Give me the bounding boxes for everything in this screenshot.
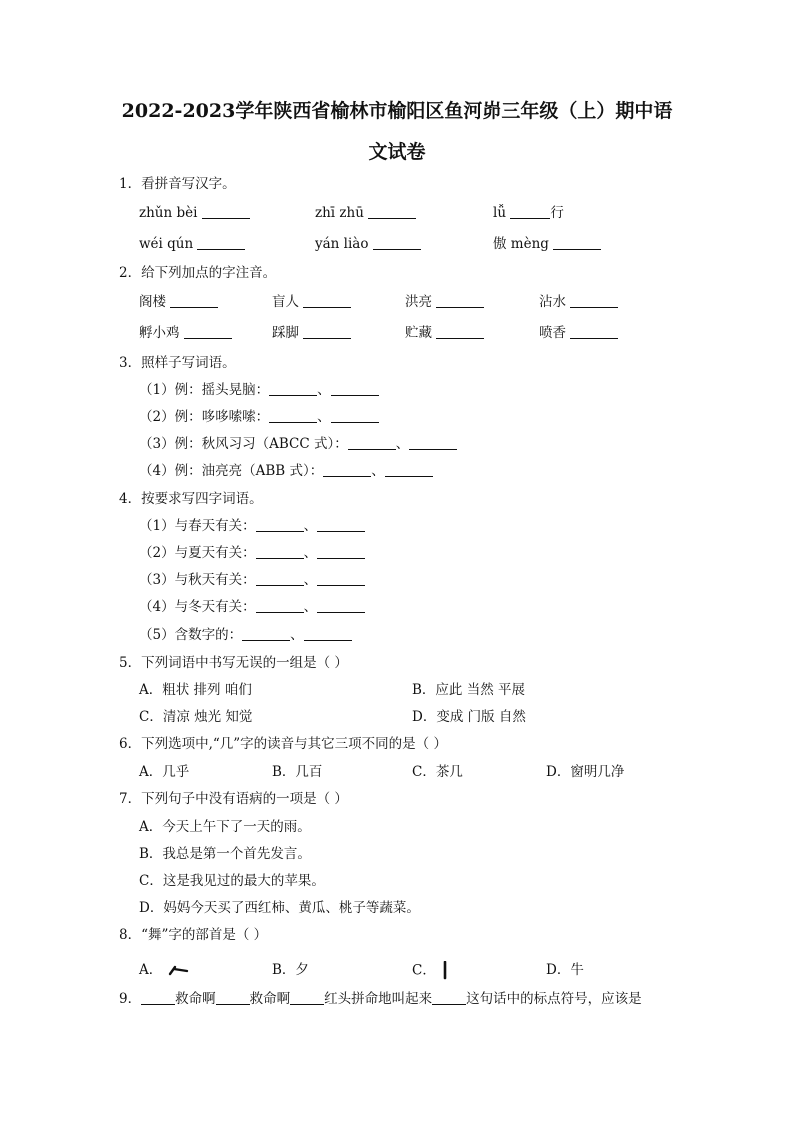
- answer-blank[interactable]: [141, 990, 175, 1005]
- answer-blank[interactable]: [269, 408, 317, 423]
- answer-blank[interactable]: [197, 235, 245, 250]
- q7-option-c[interactable]: C．这是我见过的最大的苹果。: [139, 873, 325, 889]
- answer-blank[interactable]: [256, 517, 304, 532]
- answer-blank[interactable]: [510, 204, 550, 219]
- answer-blank[interactable]: [570, 293, 618, 308]
- answer-blank[interactable]: [432, 990, 466, 1005]
- q7-option-d[interactable]: D．妈妈今天买了西红柿、黄瓜、桃子等蔬菜。: [139, 900, 420, 916]
- q1-item-1: zhǔn bèi: [139, 204, 250, 222]
- question-6-stem: 6．下列选项中,“几”字的读音与其它三项不同的是（ ）: [119, 736, 447, 752]
- q8-option-a[interactable]: A．: [139, 961, 189, 979]
- answer-blank[interactable]: [317, 598, 365, 613]
- answer-blank[interactable]: [269, 381, 317, 396]
- question-8-stem: 8．“舞”字的部首是（ ）: [119, 927, 268, 943]
- answer-blank[interactable]: [216, 990, 250, 1005]
- answer-blank[interactable]: [436, 324, 484, 339]
- answer-blank[interactable]: [331, 381, 379, 396]
- q1-item-6: 傲 mèng: [493, 235, 601, 253]
- answer-blank[interactable]: [256, 598, 304, 613]
- question-7-stem: 7．下列句子中没有语病的一项是（ ）: [119, 791, 348, 807]
- answer-blank[interactable]: [256, 544, 304, 559]
- question-2-stem: 2．给下列加点的字注音。: [119, 265, 277, 281]
- question-1-stem: 1．看拼音写汉字。: [119, 176, 236, 192]
- q2-item-1: 阁楼: [139, 293, 218, 311]
- vertical-stroke-icon: [440, 961, 452, 981]
- q2-item-7: 贮藏: [405, 324, 484, 342]
- q1-item-5: yán liào: [315, 235, 421, 253]
- answer-blank[interactable]: [368, 204, 416, 219]
- q4-item-4: （4）与冬天有关： 、: [139, 598, 365, 616]
- q5-option-d[interactable]: D．变成 门版 自然: [412, 709, 526, 725]
- answer-blank[interactable]: [242, 626, 290, 641]
- answer-blank[interactable]: [317, 544, 365, 559]
- q5-option-b[interactable]: B．应此 当然 平展: [412, 682, 526, 698]
- answer-blank[interactable]: [385, 462, 433, 477]
- q2-item-2: 盲人: [272, 293, 351, 311]
- q1-item-4: wéi qún: [139, 235, 245, 253]
- q4-item-5: （5）含数字的： 、: [139, 626, 352, 644]
- question-5-stem: 5．下列词语中书写无误的一组是（ ）: [119, 655, 348, 671]
- q4-item-1: （1）与春天有关： 、: [139, 517, 365, 535]
- q2-item-8: 喷香: [539, 324, 618, 342]
- q6-option-b[interactable]: B．几百: [272, 764, 323, 780]
- q3-item-3: （3）例：秋风习习（ABCC 式）： 、: [139, 435, 457, 453]
- q7-option-a[interactable]: A．今天上午下了一天的雨。: [139, 819, 311, 835]
- answer-blank[interactable]: [553, 235, 601, 250]
- answer-blank[interactable]: [317, 571, 365, 586]
- q1-item-2: zhī zhū: [315, 204, 416, 222]
- q8-option-b[interactable]: B．夕: [272, 962, 309, 978]
- q2-item-4: 沾水: [539, 293, 618, 311]
- answer-blank[interactable]: [373, 235, 421, 250]
- answer-blank[interactable]: [304, 626, 352, 641]
- radical-stroke-icon: [167, 963, 189, 979]
- answer-blank[interactable]: [348, 435, 396, 450]
- q7-option-b[interactable]: B．我总是第一个首先发言。: [139, 846, 311, 862]
- question-4-stem: 4．按要求写四字词语。: [119, 491, 263, 507]
- q6-option-a[interactable]: A．几乎: [139, 764, 190, 780]
- q6-option-c[interactable]: C．茶几: [412, 764, 463, 780]
- q4-item-2: （2）与夏天有关： 、: [139, 544, 365, 562]
- q8-option-d[interactable]: D．牛: [546, 962, 584, 978]
- answer-blank[interactable]: [409, 435, 457, 450]
- q4-item-3: （3）与秋天有关： 、: [139, 571, 365, 589]
- answer-blank[interactable]: [323, 462, 371, 477]
- exam-title-line1: 2022-2023学年陕西省榆林市榆阳区鱼河峁三年级（上）期中语: [121, 100, 673, 122]
- q3-item-2: （2）例：哆哆嗦嗦： 、: [139, 408, 379, 426]
- answer-blank[interactable]: [170, 293, 218, 308]
- q5-option-a[interactable]: A．粗状 排列 咱们: [139, 682, 252, 698]
- answer-blank[interactable]: [184, 324, 232, 339]
- q6-option-d[interactable]: D．窗明几净: [546, 764, 625, 780]
- answer-blank[interactable]: [317, 517, 365, 532]
- answer-blank[interactable]: [303, 324, 351, 339]
- q2-item-6: 踩脚: [272, 324, 351, 342]
- question-3-stem: 3．照样子写词语。: [119, 355, 236, 371]
- answer-blank[interactable]: [436, 293, 484, 308]
- answer-blank[interactable]: [202, 204, 250, 219]
- q5-option-c[interactable]: C．清凉 烛光 知觉: [139, 709, 253, 725]
- answer-blank[interactable]: [303, 293, 351, 308]
- answer-blank[interactable]: [331, 408, 379, 423]
- q3-item-1: （1）例：摇头晃脑： 、: [139, 381, 379, 399]
- answer-blank[interactable]: [570, 324, 618, 339]
- answer-blank[interactable]: [290, 990, 324, 1005]
- q1-item-3: lǚ 行: [493, 205, 564, 221]
- answer-blank[interactable]: [256, 571, 304, 586]
- q3-item-4: （4）例：油亮亮（ABB 式）： 、: [139, 462, 433, 480]
- q2-item-5: 孵小鸡: [139, 324, 232, 342]
- q8-option-c[interactable]: C．: [412, 961, 452, 981]
- q2-item-3: 洪亮: [405, 293, 484, 311]
- exam-title-line2: 文试卷: [368, 141, 426, 163]
- question-9-stem: 9． 救命啊 救命啊 红头拼命地叫起来 这句话中的标点符号，应该是: [119, 991, 642, 1007]
